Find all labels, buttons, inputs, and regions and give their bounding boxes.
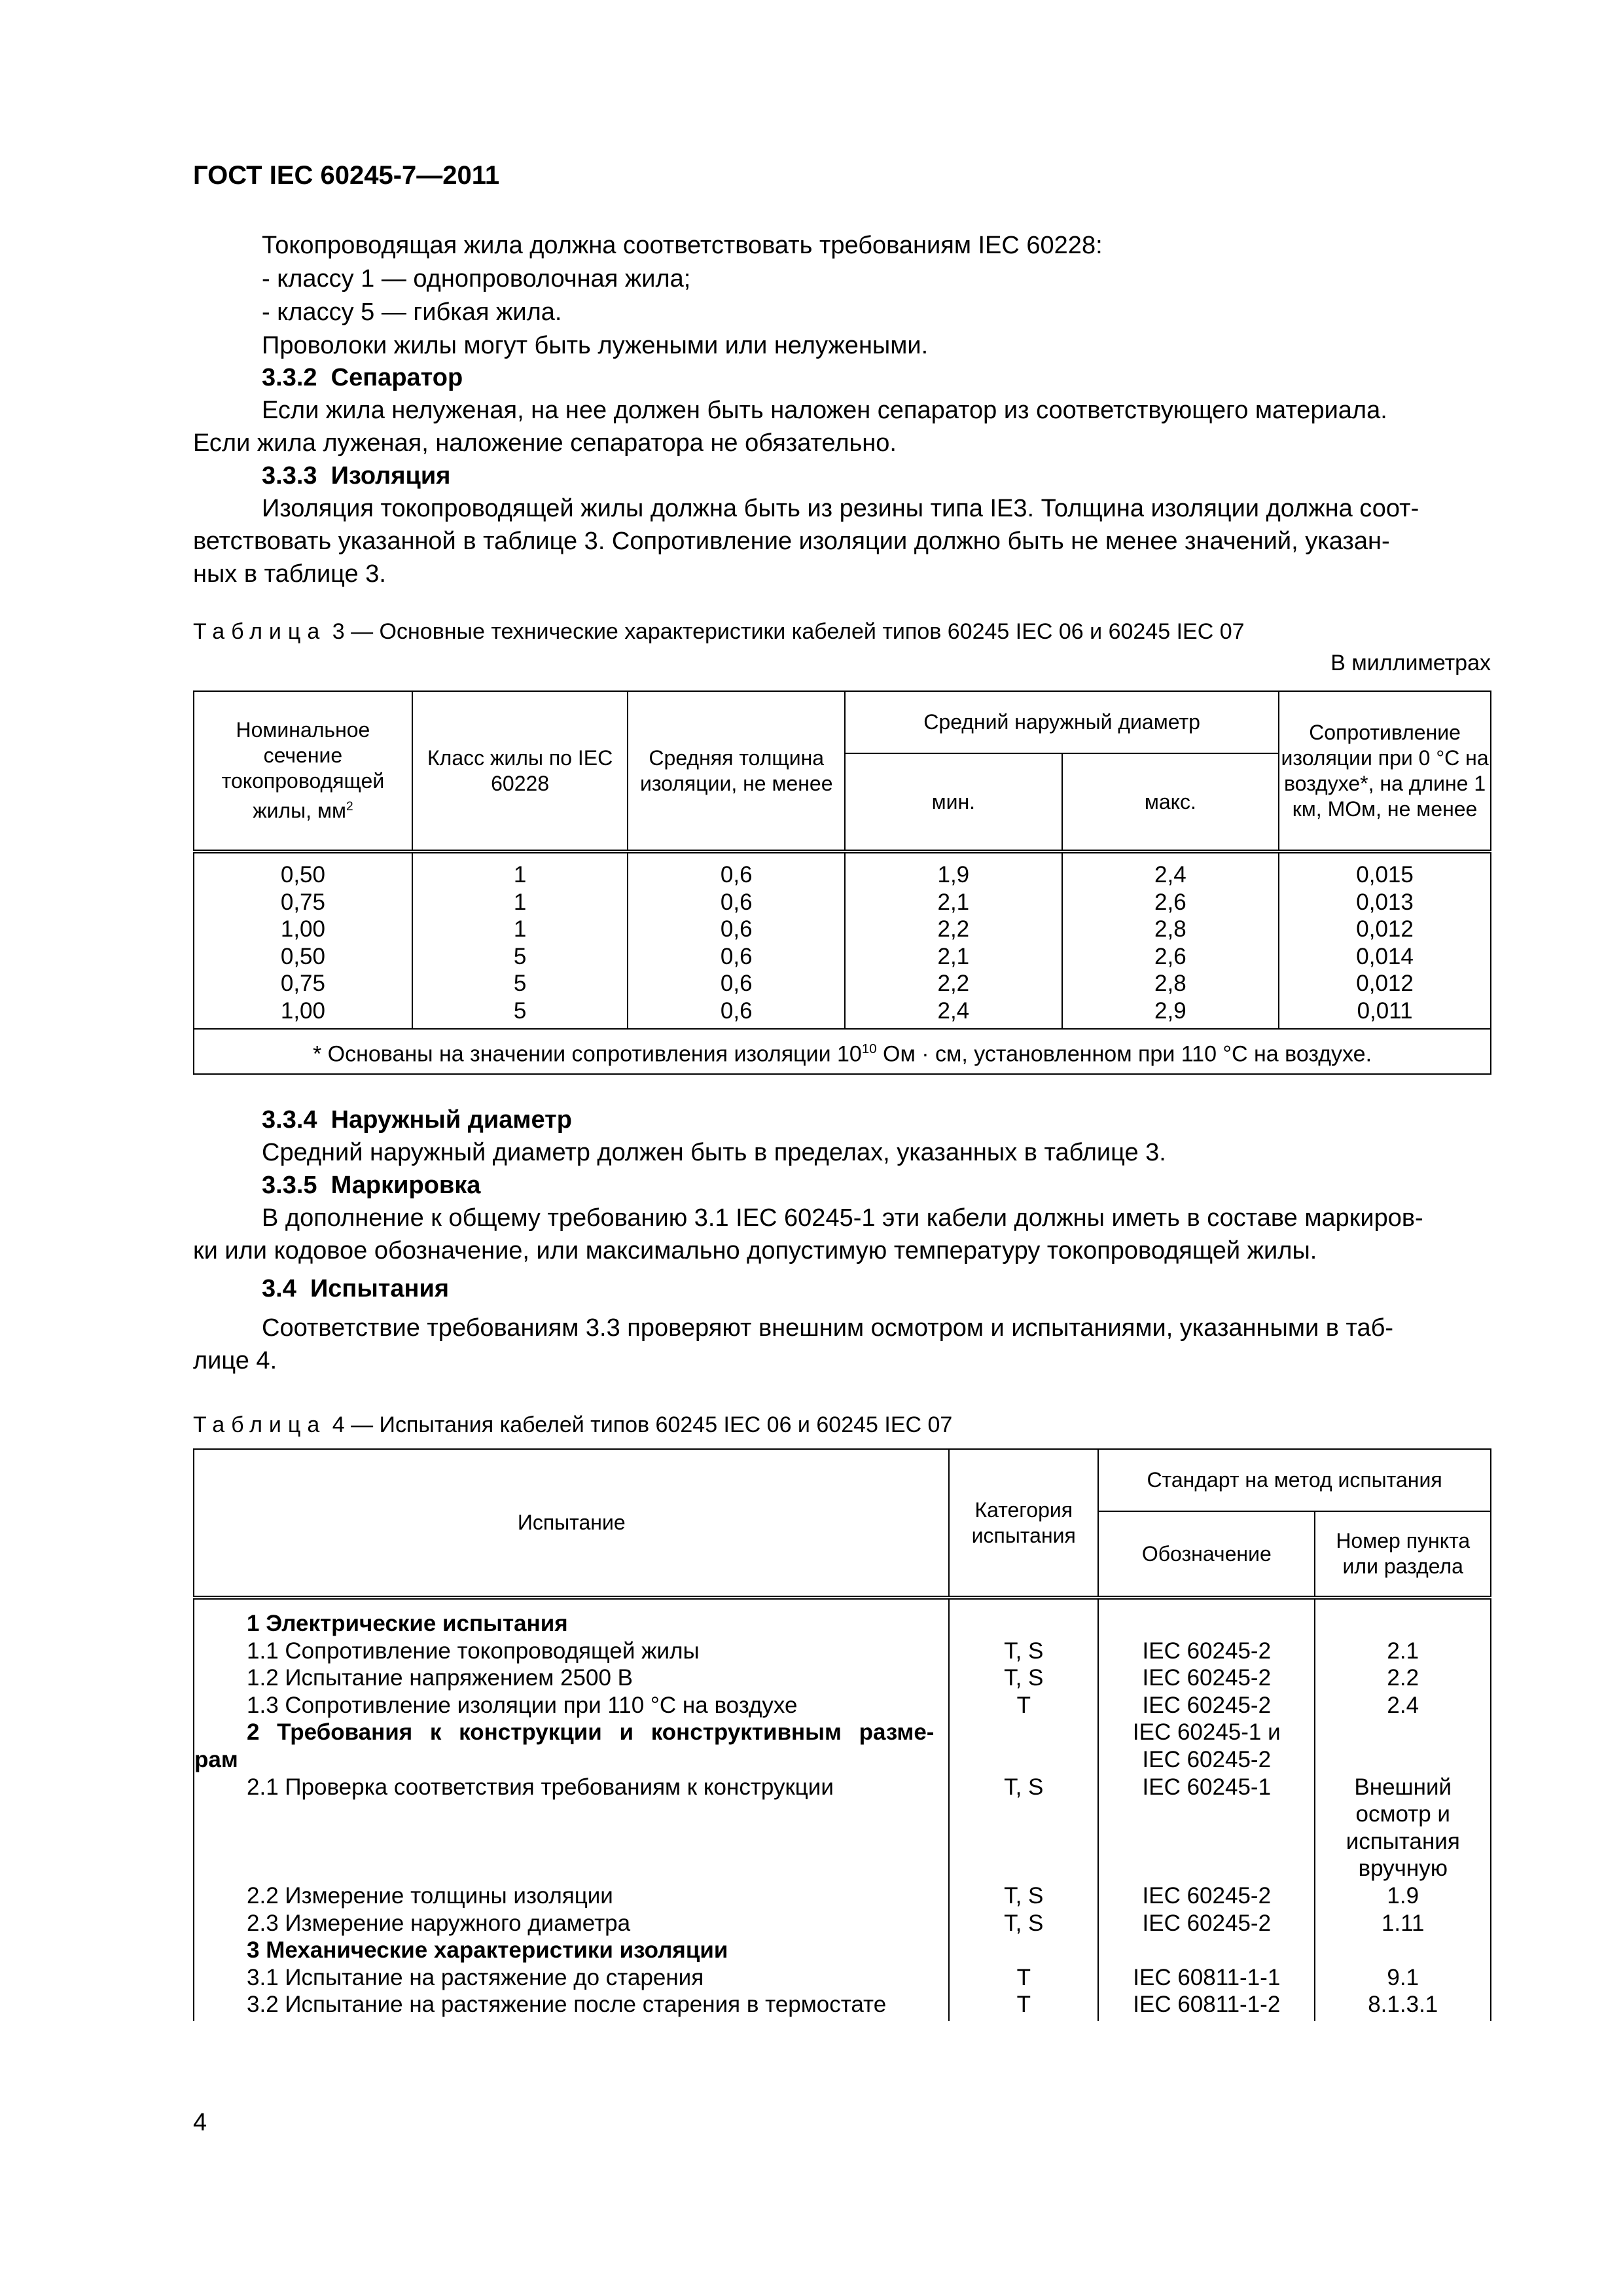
paragraph-conductor: Токопроводящая жила должна соответствовать требованиям IEC 60228: — [262, 232, 1103, 259]
section-heading-3-3-5 — [262, 1169, 480, 1202]
table3 — [193, 691, 1491, 1075]
column-min-diameter: 1,9 2,1 2,2 2,1 2,2 2,4 — [845, 852, 1062, 1029]
header-cell-max: макс. — [1062, 753, 1279, 852]
caption-text: 3 — Основные технические характеристики кабелей типов 60245 IEC 06 и 60245 IEC 07 — [326, 619, 1245, 644]
table4-cat-line — [950, 1828, 1097, 1856]
table4-std-line: IEC 60245-2 — [1142, 1910, 1272, 1936]
table4-cat-line — [950, 1855, 1097, 1882]
table4-test-line — [194, 1801, 948, 1828]
table4-cat-line — [950, 1937, 1097, 1964]
table4-clause-line: 1.11 — [1381, 1910, 1425, 1936]
table4-std-line — [1099, 1610, 1314, 1638]
header-cell-conductor-class: Класс жилы по IEC 60228 — [412, 691, 628, 852]
table4-clause-line — [1315, 1610, 1490, 1638]
column-insulation-thickness: 0,6 0,6 0,6 0,6 0,6 0,6 — [628, 852, 845, 1029]
table4-cat-line: T — [1016, 1964, 1031, 1990]
header-cell-clause: Номер пункта или раздела — [1315, 1511, 1491, 1598]
section-number: 3.3.5 — [262, 1172, 317, 1199]
table4-clause-line: 8.1.3.1 — [1368, 1992, 1438, 2018]
table4-cat-line: T — [1016, 1992, 1031, 2018]
section-title: Изоляция — [330, 462, 451, 490]
section-number: 3.3.2 — [262, 364, 317, 391]
table4-std-line — [1099, 1828, 1314, 1856]
table4-clause-line — [1315, 1937, 1490, 1964]
table4-std-line — [1099, 1937, 1314, 1964]
table4-test-line: 2 Требования к конструкции и конструктивным разме- — [247, 1719, 935, 1746]
table4-std-line: IEC 60245-2 — [1142, 1882, 1272, 1909]
table3-data-row — [194, 852, 1491, 1029]
section-number: 3.4 — [262, 1275, 296, 1302]
table4-cat-line: T, S — [1004, 1910, 1044, 1936]
table4-std-line: IEC 60245-1 и — [1132, 1719, 1281, 1746]
table3-units: В миллиметрах — [1330, 651, 1491, 675]
header-cell-outer-diameter: Средний наружный диаметр — [845, 691, 1279, 753]
table4-caption — [193, 1412, 952, 1438]
table4-std-line: IEC 60811-1-1 — [1133, 1964, 1281, 1990]
header-cell-insulation-thickness: Средняя толщина изоляции, не менее — [628, 691, 845, 852]
header-cell-test: Испытание — [194, 1449, 949, 1598]
page-number: 4 — [193, 2109, 207, 2136]
caption-text: 4 — Испытания кабелей типов 60245 IEC 06 и 60245 IEC 07 — [326, 1412, 953, 1437]
paragraph-wires: Проволоки жилы могут быть лужеными или нелужеными. — [262, 332, 929, 359]
table4-clause-line: 1.9 — [1387, 1882, 1419, 1909]
table4-std-line: IEC 60245-2 — [1142, 1665, 1272, 1691]
section-heading-3-3-4 — [262, 1103, 572, 1137]
caption-label: Таблица — [193, 1412, 327, 1437]
paragraph-marking-line1: В дополнение к общему требованию 3.1 IEC 60245-1 эти кабели должны иметь в составе маркиров- — [262, 1204, 1423, 1232]
section-number: 3.3.3 — [262, 462, 317, 490]
table3-footnote: * Основаны на значении сопротивления изоляции $10^{10}$ Ом · см, установленном при 110 °С на воздухе. — [194, 1029, 1491, 1074]
paragraph-separator-line2: Если жила луженая, наложение сепаратора не обязательно. — [193, 429, 897, 457]
list-item-class1: - классу 1 — однопроволочная жила; — [262, 265, 691, 293]
table4-cat-line: T — [1016, 1692, 1031, 1718]
header-cell-category: Категория испытания — [949, 1449, 1098, 1598]
table4-std-line — [1099, 1855, 1314, 1882]
table4-clause-line: вручную — [1358, 1856, 1448, 1882]
table4 — [193, 1448, 1491, 2021]
table4-test-line — [194, 1855, 948, 1882]
table4-clause-line: 9.1 — [1387, 1964, 1419, 1990]
table4-clause-line: 2.1 — [1387, 1638, 1419, 1664]
section-title: Маркировка — [330, 1172, 481, 1199]
table4-test-line: 3.2 Испытание на растяжение после старения в термостате — [247, 1992, 887, 2018]
table4-test-line: 3.1 Испытание на растяжение до старения — [247, 1964, 704, 1990]
table4-test-line: рам — [194, 1746, 238, 1772]
table4-test-line: 1.3 Сопротивление изоляции при 110 °С на воздухе — [247, 1692, 798, 1718]
table4-test-line: 3 Механические характеристики изоляции — [247, 1937, 728, 1964]
table4-clause-line: 2.4 — [1387, 1692, 1419, 1718]
page-header: ГОСТ IEC 60245-7—2011 — [193, 161, 500, 190]
table4-test-line: 2.3 Измерение наружного диаметра — [247, 1910, 631, 1936]
table4-cat-line — [950, 1610, 1097, 1638]
column-designation — [1098, 1598, 1315, 2021]
table4-test-line: 2.2 Измерение толщины изоляции — [247, 1882, 613, 1909]
section-number: 3.3.4 — [262, 1106, 317, 1134]
table4-std-line: IEC 60245-2 — [1142, 1638, 1272, 1664]
table3-caption — [193, 619, 1245, 645]
paragraph-insulation-line1: Изоляция токопроводящей жилы должна быть из резины типа IE3. Толщина изоляции должна соот- — [262, 495, 1419, 522]
table4-test-line: 1.2 Испытание напряжением 2500 В — [247, 1665, 633, 1691]
section-heading-3-3-3 — [262, 459, 450, 493]
table4-std-line: IEC 60245-2 — [1142, 1746, 1272, 1772]
column-clause — [1315, 1598, 1491, 2021]
section-title: Испытания — [310, 1275, 450, 1302]
paragraph-tests-line1: Соответствие требованиям 3.3 проверяют внешним осмотром и испытаниями, указанными в таб- — [262, 1314, 1393, 1342]
paragraph-insulation-line3: ных в таблице 3. — [193, 560, 386, 588]
paragraph-outer-diameter: Средний наружный диаметр должен быть в пределах, указанных в таблице 3. — [262, 1139, 1166, 1166]
table4-cat-line: T, S — [1004, 1882, 1044, 1909]
table4-test-line: 1.1 Сопротивление токопроводящей жилы — [247, 1638, 700, 1664]
header-cell-standard: Стандарт на метод испытания — [1098, 1449, 1491, 1511]
table4-clause-line — [1315, 1719, 1490, 1746]
table4-cat-line: T, S — [1004, 1774, 1044, 1800]
column-conductor-class: 1 1 1 5 5 5 — [412, 852, 628, 1029]
table4-test-line — [194, 1828, 948, 1856]
column-category — [949, 1598, 1098, 2021]
header-cell-designation: Обозначение — [1098, 1511, 1315, 1598]
table4-clause-line: 2.2 — [1387, 1665, 1419, 1691]
table4-cat-line — [950, 1801, 1097, 1828]
table4-test-line: 1 Электрические испытания — [247, 1611, 568, 1636]
column-insulation-resistance: 0,015 0,013 0,012 0,014 0,012 0,011 — [1279, 852, 1491, 1029]
section-heading-3-3-2 — [262, 361, 463, 395]
table4-test-line: 2.1 Проверка соответствия требованиям к конструкции — [247, 1774, 834, 1800]
column-cross-section: 0,50 0,75 1,00 0,50 0,75 1,00 — [194, 852, 412, 1029]
paragraph-separator-line1: Если жила нелуженая, на нее должен быть наложен сепаратор из соответствующего материала. — [262, 397, 1387, 424]
section-heading-3-4 — [262, 1272, 449, 1306]
table4-cat-line — [950, 1719, 1097, 1746]
table4-clause-line: Внешний — [1354, 1774, 1452, 1800]
table4-std-line: IEC 60245-2 — [1142, 1692, 1272, 1718]
column-max-diameter: 2,4 2,6 2,8 2,6 2,8 2,9 — [1062, 852, 1279, 1029]
header-cell-insulation-resistance: Сопротивление изоляции при 0 °С на воздухе*, на длине 1 км, МОм, не менее — [1279, 691, 1491, 852]
table4-cat-line: T, S — [1004, 1638, 1044, 1664]
section-title: Сепаратор — [330, 364, 463, 391]
table4-cat-line — [950, 1746, 1097, 1774]
header-cell-cross-section: Номинальное сечение токопроводящей жилы, $мм^2$ — [194, 691, 412, 852]
table4-clause-line: испытания — [1346, 1828, 1460, 1854]
caption-label: Таблица — [193, 619, 327, 644]
section-title: Наружный диаметр — [330, 1106, 572, 1134]
table4-clause-line: осмотр и — [1355, 1801, 1450, 1827]
table4-std-line: IEC 60245-1 — [1142, 1774, 1272, 1800]
table4-std-line: IEC 60811-1-2 — [1133, 1992, 1281, 2018]
column-test — [194, 1598, 949, 2021]
paragraph-insulation-line2: ветствовать указанной в таблице 3. Сопротивление изоляции должно быть не менее значений, указан- — [193, 528, 1390, 555]
paragraph-marking-line2: ки или кодовое обозначение, или максимально допустимую температуру токопроводящей жилы. — [193, 1237, 1317, 1265]
paragraph-tests-line2: лице 4. — [193, 1347, 277, 1374]
table4-clause-line — [1315, 1746, 1490, 1774]
table4-cat-line: T, S — [1004, 1665, 1044, 1691]
table4-std-line — [1099, 1801, 1314, 1828]
header-cell-min: мин. — [845, 753, 1062, 852]
list-item-class5: - классу 5 — гибкая жила. — [262, 298, 562, 326]
